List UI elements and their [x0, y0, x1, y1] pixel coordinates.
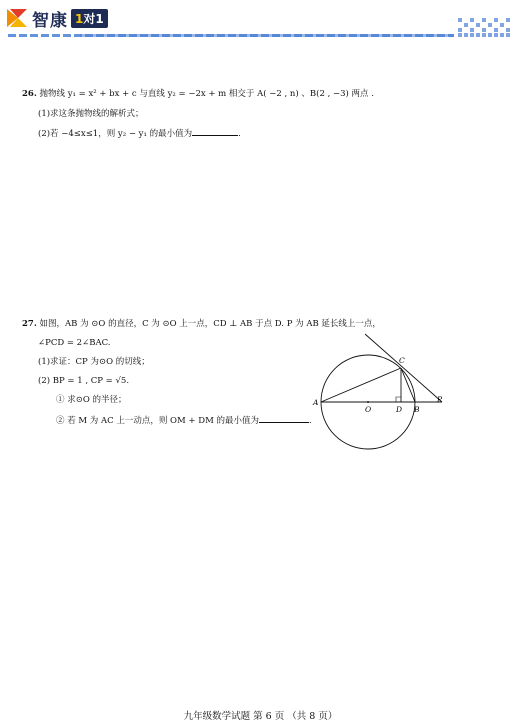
- brand-name: 智康: [32, 10, 68, 31]
- q27-number: 27.: [22, 319, 37, 329]
- q26-part2-end: .: [238, 129, 241, 139]
- header-dot: [470, 18, 474, 22]
- label-b: B: [414, 405, 420, 414]
- header-dot: [488, 23, 492, 27]
- header-dot: [464, 33, 468, 37]
- label-c: C: [399, 356, 405, 365]
- q27-sub2: [56, 415, 312, 426]
- circle-tangent-figure: [310, 332, 460, 457]
- center-point-o: [367, 401, 369, 403]
- header-dot: [470, 28, 474, 32]
- header-dot: [506, 28, 510, 32]
- q27-part2-text: (2) BP = 1 , CP = √5.: [38, 376, 130, 386]
- header-dot: [482, 28, 486, 32]
- label-a: A: [313, 398, 319, 407]
- q27-sub2-text: ② 若 M 为 AC 上一动点，则 OM + DM 的最小值为: [56, 416, 259, 426]
- brand-logo: [6, 6, 108, 30]
- page-header: [0, 0, 521, 40]
- header-dot: [470, 33, 474, 37]
- q26-part2-text: (2)若 −4≤x≤1，则 y₂ − y₁ 的最小值为: [38, 129, 193, 139]
- q27-stem-text: 如图，AB 为 ⊙O 的直径，C 为 ⊙O 上一点，CD ⊥ AB 于点 D. P 为 AB 延长线上一点，: [39, 319, 381, 329]
- q27-answer-blank[interactable]: [259, 415, 309, 423]
- logo-mark-icon: [6, 7, 28, 29]
- header-dot: [500, 33, 504, 37]
- q27-stem2-text: ∠PCD = 2∠BAC.: [38, 338, 111, 348]
- q27-sub1-text: ① 求⊙O 的半径；: [56, 395, 127, 405]
- q27-part1-text: (1)求证：CP 为⊙O 的切线；: [38, 357, 150, 367]
- header-dot: [476, 23, 480, 27]
- q26-part1: [38, 110, 144, 119]
- tangent-line-cp: [365, 334, 442, 402]
- header-dot: [482, 33, 486, 37]
- q26-number: 26.: [22, 89, 37, 99]
- header-dot: [458, 18, 462, 22]
- label-o: O: [365, 405, 372, 414]
- segment-cb: [401, 368, 415, 402]
- header-dot: [464, 23, 468, 27]
- q27-stem: [22, 320, 381, 329]
- q27-sub2-end: .: [308, 416, 312, 426]
- header-dot: [494, 33, 498, 37]
- header-dot: [506, 18, 510, 22]
- q27-part2: [38, 377, 129, 386]
- right-angle-mark: [396, 397, 401, 402]
- q26-part1-text: (1)求这条抛物线的解析式；: [38, 109, 144, 119]
- label-p: P: [437, 395, 443, 404]
- header-dot: [494, 18, 498, 22]
- page-footer: 九年级数学试题 第 6 页 （共 8 页）: [183, 711, 338, 722]
- q27-stem-line2: [38, 339, 111, 348]
- header-dot: [482, 18, 486, 22]
- header-dot: [494, 28, 498, 32]
- q27-sub1: [56, 396, 127, 405]
- header-dot: [458, 33, 462, 37]
- q26-part2: [38, 128, 241, 139]
- header-dot: [506, 33, 510, 37]
- chord-ac: [321, 368, 401, 402]
- q26-answer-blank[interactable]: [192, 128, 238, 136]
- header-dot: [458, 28, 462, 32]
- header-dot: [500, 23, 504, 27]
- label-d: D: [396, 405, 403, 414]
- brand-badge: 1对1: [71, 9, 108, 28]
- q27-part1: [38, 358, 150, 367]
- header-rule: [80, 34, 454, 37]
- header-dot-pattern: [458, 18, 518, 40]
- q26-stem: [22, 90, 374, 99]
- header-dot: [476, 33, 480, 37]
- header-dot: [488, 33, 492, 37]
- q26-stem-text: 抛物线 y₁ = x² + bx + c 与直线 y₂ = −2x + m 相交于 A( −2 , n) 、B(2 , −3) 两点 .: [39, 89, 374, 99]
